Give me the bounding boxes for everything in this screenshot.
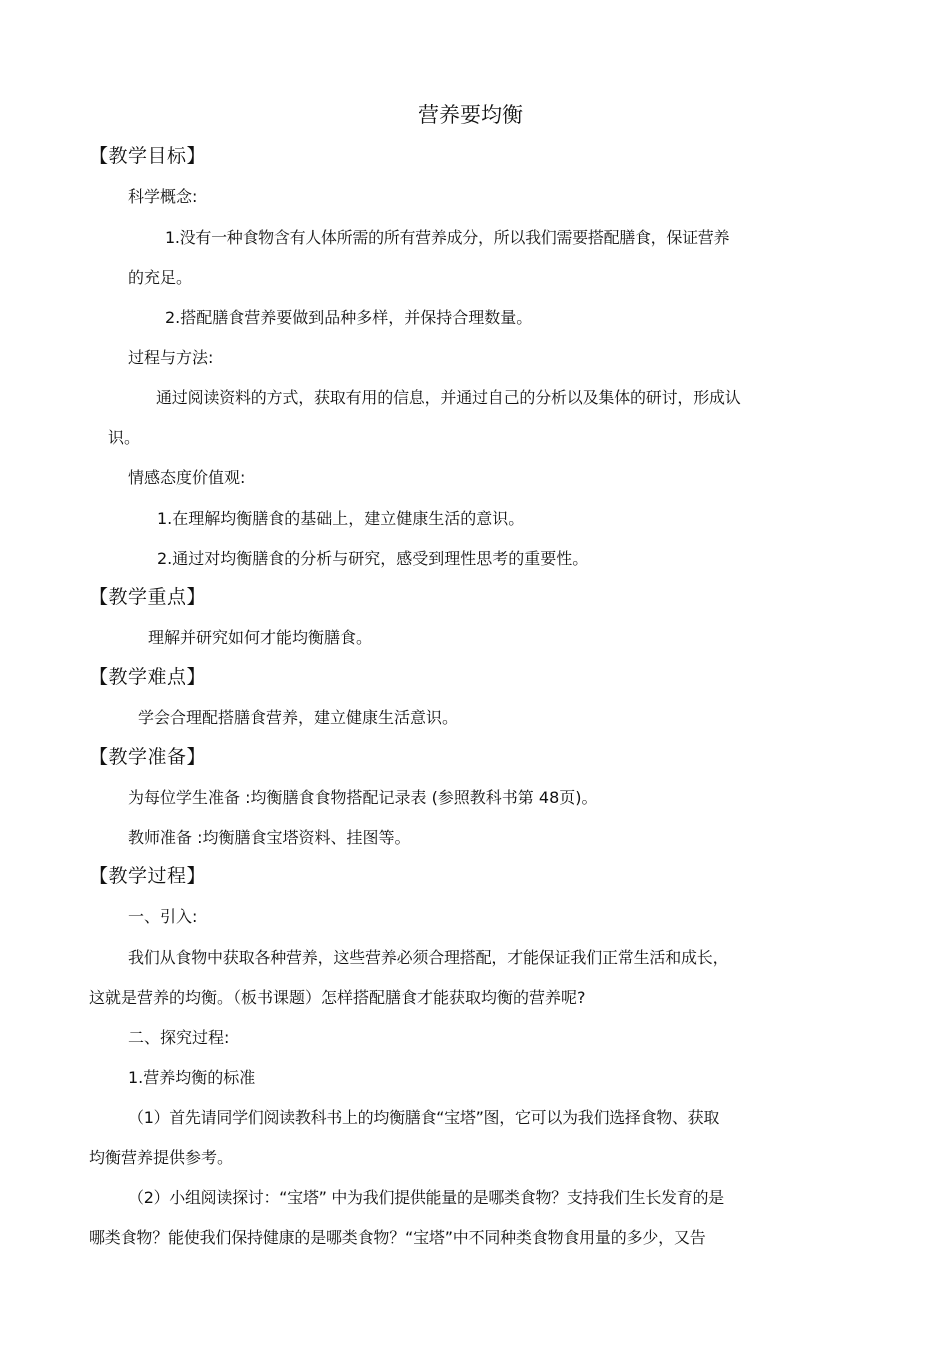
paragraph-line: 均衡营养提供参考。 xyxy=(89,1148,234,1167)
paragraph-line: 过程与方法: xyxy=(128,348,214,367)
paragraph-line: 学会合理配搭膳食营养，建立健康生活意识。 xyxy=(138,708,459,727)
paragraph-line: 识。 xyxy=(108,428,141,447)
section-heading-process: 【教学过程】 xyxy=(89,865,207,887)
paragraph-line: 的充足。 xyxy=(128,268,193,287)
paragraph-line: 一、引入: xyxy=(128,907,198,926)
paragraph-line: 理解并研究如何才能均衡膳食。 xyxy=(148,628,373,647)
paragraph-line: 1.没有一种食物含有人体所需的所有营养成分，所以我们需要搭配膳食，保证营养 xyxy=(165,228,730,247)
section-heading-key-points: 【教学重点】 xyxy=(89,586,207,608)
section-heading-objectives: 【教学目标】 xyxy=(89,145,207,167)
paragraph-line: 科学概念: xyxy=(128,187,198,206)
paragraph-line: 通过阅读资料的方式，获取有用的信息，并通过自己的分析以及集体的研讨，形成认 xyxy=(156,388,741,407)
paragraph-line: 1.营养均衡的标准 xyxy=(128,1068,256,1087)
paragraph-line: 2.通过对均衡膳食的分析与研究，感受到理性思考的重要性。 xyxy=(157,549,589,568)
section-heading-preparation: 【教学准备】 xyxy=(89,746,207,768)
paragraph-line: 为每位学生准备 :均衡膳食食物搭配记录表 (参照教科书第 48页)。 xyxy=(128,788,598,807)
paragraph-line: （1）首先请同学们阅读教科书上的均衡膳食“宝塔”图，它可以为我们选择食物、获取 xyxy=(128,1108,720,1127)
paragraph-line: 我们从食物中获取各种营养，这些营养必须合理搭配，才能保证我们正常生活和成长， xyxy=(128,948,729,967)
section-heading-difficulties: 【教学难点】 xyxy=(89,666,207,688)
paragraph-line: （2）小组阅读探讨：“宝塔” 中为我们提供能量的是哪类食物？支持我们生长发育的是 xyxy=(128,1188,724,1207)
paragraph-line: 教师准备 :均衡膳食宝塔资料、挂图等。 xyxy=(128,828,411,847)
paragraph-line: 哪类食物？能使我们保持健康的是哪类食物？“宝塔”中不同种类食物食用量的多少，又告 xyxy=(89,1228,706,1247)
paragraph-line: 2.搭配膳食营养要做到品种多样，并保持合理数量。 xyxy=(165,308,533,327)
paragraph-line: 情感态度价值观: xyxy=(128,468,246,487)
paragraph-line: 这就是营养的均衡。（板书课题）怎样搭配膳食才能获取均衡的营养呢? xyxy=(89,988,586,1007)
paragraph-line: 1.在理解均衡膳食的基础上，建立健康生活的意识。 xyxy=(157,509,525,528)
paragraph-line: 二、探究过程: xyxy=(128,1028,230,1047)
document-title: 营养要均衡 xyxy=(418,103,523,127)
